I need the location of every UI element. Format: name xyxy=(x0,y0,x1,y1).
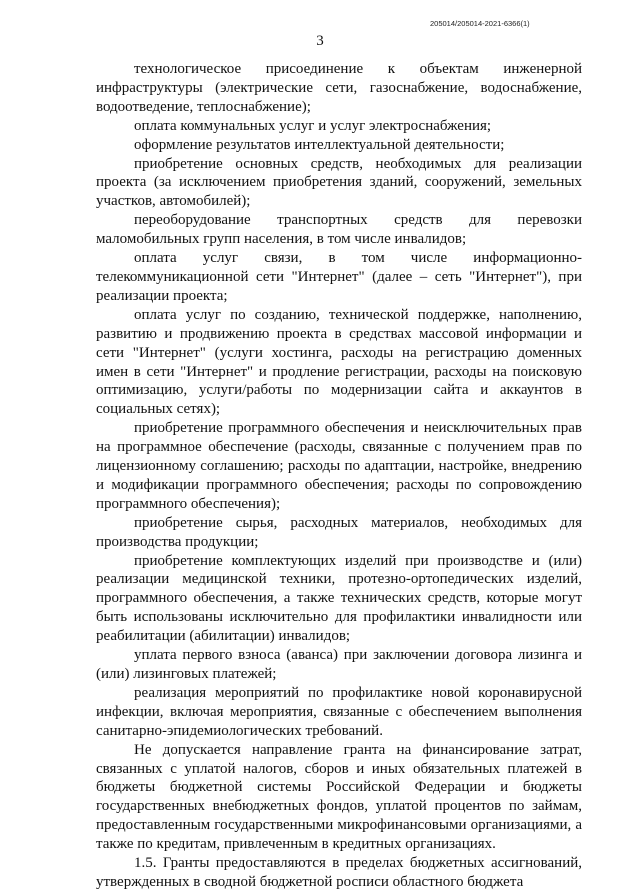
paragraph-utilities: оплата коммунальных услуг и услуг электроснабжения; xyxy=(134,117,492,134)
paragraph-restrictions: Не допускается направление гранта на финансирование затрат, связанных с уплатой налогов, сборов и иных обязательных платежей в бюджеты бюджетной системы Российской Федерации и бюджеты государственных внебюджетных фондов, уплатой процентов по займам, предоставленным государственными микрофинансовыми организациями, а также по кредитам, привлеченным в кредитных организациях. xyxy=(96,741,582,853)
paragraph-media-promotion: оплата услуг по созданию, технической поддержке, наполнению, развитию и продвижению проекта в средствах массовой информации и сети "Интернет" (услуги хостинга, расходы на регистрацию доменных имен в сети "Интернет" и продление регистрации, расходы на поисковую оптимизацию, услуги/работы по модернизации сайта и аккаунтов в социальных сетях); xyxy=(96,306,582,418)
paragraph-leasing: уплата первого взноса (аванса) при заключении договора лизинга и (или) лизинговых платежей; xyxy=(96,647,582,682)
paragraph-components: приобретение комплектующих изделий при производстве и (или) реализации медицинской техники, протезно-ортопедических изделий, программного обеспечения, а также технических средств, которые могут быть использованы исключительно для профилактики инвалидности или реабилитации (абилитации) инвалидов; xyxy=(96,552,582,645)
paragraph-software: приобретение программного обеспечения и неисключительных прав на программное обеспечение (расходы, связанные с получением прав по лицензионному соглашению; расходы по адаптации, настройке, внедрению и модификации программного обеспечения; расходы по сопровождению программного обеспечения); xyxy=(96,420,582,512)
page-number: 3 xyxy=(316,33,324,49)
paragraph-fixed-assets: приобретение основных средств, необходимых для реализации проекта (за исключением приобретения зданий, сооружений, земельных участков, автомобилей); xyxy=(96,155,582,210)
document-body xyxy=(96,60,582,892)
paragraph-section-1-5: 1.5. Гранты предоставляются в пределах бюджетных ассигнований, утвержденных в сводной бюджетной росписи областного бюджета xyxy=(96,855,582,890)
paragraph-raw-materials: приобретение сырья, расходных материалов, необходимых для производства продукции; xyxy=(96,514,582,550)
paragraph-vehicle-conversion: переоборудование транспортных средств для перевозки маломобильных групп населения, в том числе инвалидов; xyxy=(96,212,582,248)
document-id: 205014/205014-2021-6366(1) xyxy=(430,19,530,28)
paragraph-covid-prevention: реализация мероприятий по профилактике новой коронавирусной инфекции, включая мероприятия, связанные с обеспечением выполнения санитарно-эпидемиологических требований. xyxy=(96,684,582,739)
paragraph-communications: оплата услуг связи, в том числе информационно-телекоммуникационной сети "Интернет" (далее – сеть "Интернет"), при реализации проекта; xyxy=(96,250,582,304)
paragraph-tech-connection: технологическое присоединение к объектам инженерной инфраструктуры (электрические сети, газоснабжение, водоснабжение, водоотведение, теплоснабжение); xyxy=(96,61,582,115)
paragraph-intellectual-property: оформление результатов интеллектуальной деятельности; xyxy=(134,136,505,153)
